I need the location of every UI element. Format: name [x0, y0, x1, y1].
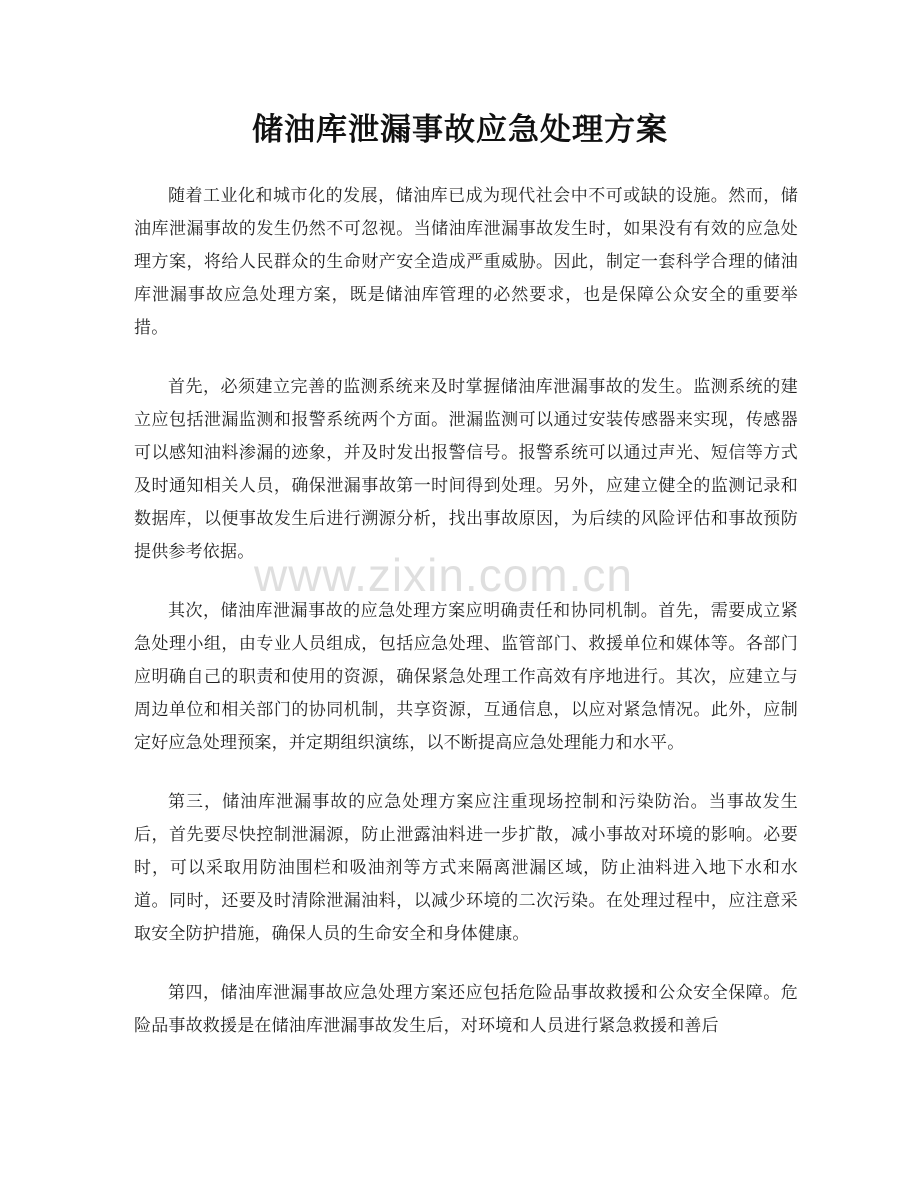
document-title: 储油库泄漏事故应急处理方案	[252, 112, 668, 148]
paragraph-monitoring: 首先，必须建立完善的监测系统来及时掌握储油库泄漏事故的发生。监测系统的建立应包括泄漏监测和报警系统两个方面。泄漏监测可以通过安装传感器来实现，传感器可以感知油料渗漏的迹象，并及时发出报警信号。报警系统可以通过声光、短信等方式及时通知相关人员，确保泄漏事故第一时间得到处理。另外，应建立健全的监测记录和数据库，以便事故发生后进行溯源分析，找出事故原因，为后续的风险评估和事故预防提供参考依据。	[134, 377, 798, 562]
paragraph-intro: 随着工业化和城市化的发展，储油库已成为现代社会中不可或缺的设施。然而，储油库泄漏事故的发生仍然不可忽视。当储油库泄漏事故发生时，如果没有有效的应急处理方案，将给人民群众的生命财产安全造成严重威胁。因此，制定一套科学合理的储油库泄漏事故应急处理方案，既是储油库管理的必然要求，也是保障公众安全的重要举措。	[134, 186, 798, 338]
document-body	[134, 180, 798, 1069]
watermark-text: www.zixin.com.cn	[254, 549, 633, 601]
paragraph-rescue: 第四，储油库泄漏事故应急处理方案还应包括危险品事故救援和公众安全保障。危险品事故救援是在储油库泄漏事故发生后，对环境和人员进行紧急救援和善后	[134, 983, 798, 1036]
paragraph-site-control: 第三，储油库泄漏事故的应急处理方案应注重现场控制和污染防治。当事故发生后，首先要尽快控制泄漏源，防止泄露油料进一步扩散，减小事故对环境的影响。必要时，可以采取用防油围栏和吸油剂等方式来隔离泄漏区域，防止油料进入地下水和水道。同时，还要及时清除泄漏油料，以减少环境的二次污染。在处理过程中，应注意采取安全防护措施，确保人员的生命安全和身体健康。	[134, 792, 798, 944]
paragraph-responsibility: 其次，储油库泄漏事故的应急处理方案应明确责任和协同机制。首先，需要成立紧急处理小组，由专业人员组成，包括应急处理、监管部门、救援单位和媒体等。各部门应明确自己的职责和使用的资源，确保紧急处理工作高效有序地进行。其次，应建立与周边单位和相关部门的协同机制，共享资源，互通信息，以应对紧急情况。此外，应制定好应急处理预案，并定期组织演练，以不断提高应急处理能力和水平。	[134, 601, 798, 753]
